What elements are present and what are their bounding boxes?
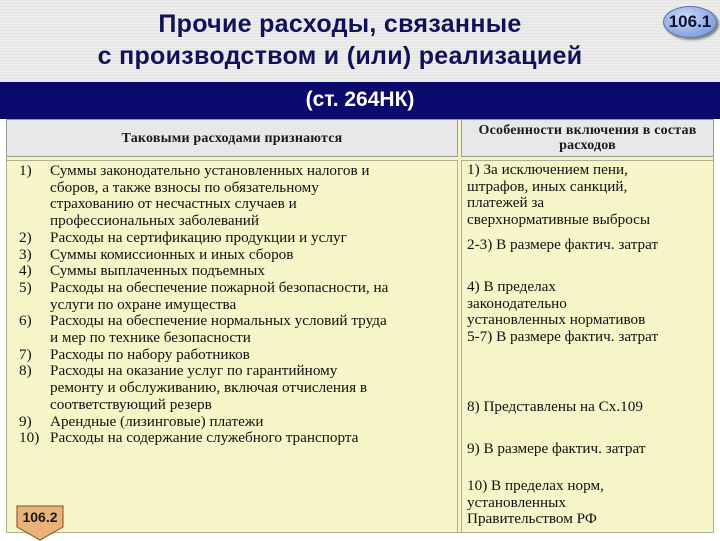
note-line: 5-7) В размере фактич. затрат bbox=[467, 328, 659, 346]
note-block bbox=[467, 162, 712, 229]
right-header-text: Особенности включения в состав расходов bbox=[478, 123, 697, 153]
list-item-text-line: профессиональных заболеваний bbox=[50, 212, 259, 230]
expenses-list bbox=[19, 163, 455, 447]
note-block bbox=[467, 237, 712, 254]
table-header-left bbox=[6, 119, 458, 157]
list-item bbox=[19, 347, 455, 364]
note-block bbox=[467, 279, 712, 346]
list-item-text-line: ремонту и обслуживанию, включая отчисления в bbox=[50, 379, 368, 397]
list-item-text-line: сборов, а также взносы по обязательному bbox=[50, 178, 319, 196]
title-line-1: Прочие расходы, связанные bbox=[158, 10, 522, 38]
note-line: законодательно bbox=[467, 294, 567, 312]
note-line: платежей за bbox=[467, 194, 545, 212]
list-item-text-line: Суммы комиссионных и иных сборов bbox=[50, 245, 294, 263]
list-item-number: 1) bbox=[19, 162, 32, 179]
left-header-text: Таковыми расходами признаются bbox=[121, 130, 343, 146]
note-line: 8) Представлены на Сх.109 bbox=[467, 398, 643, 415]
list-item-number: 2) bbox=[19, 228, 32, 246]
note-block bbox=[467, 478, 712, 528]
list-item-number: 4) bbox=[19, 262, 32, 280]
list-item-text-line: Расходы на обеспечение нормальных условий труда bbox=[50, 312, 387, 330]
list-item-number: 3) bbox=[19, 245, 32, 263]
note-line: 4) В пределах bbox=[467, 278, 557, 295]
note-line: Правительством РФ bbox=[467, 510, 597, 528]
list-item-text-line: Расходы на оказание услуг по гарантийному bbox=[50, 362, 338, 380]
next-slide-arrow-button[interactable] bbox=[16, 505, 64, 535]
list-item-text-line: услуги по охране имущества bbox=[50, 295, 237, 313]
list-item bbox=[19, 247, 455, 264]
list-item-text-line: Суммы законодательно установленных налогов и bbox=[50, 162, 370, 179]
note-block bbox=[467, 399, 712, 416]
list-item bbox=[19, 414, 455, 431]
list-item-text-line: Расходы на содержание служебного транспорта bbox=[50, 429, 359, 447]
list-item-number: 10) bbox=[19, 429, 40, 447]
note-line: 9) В размере фактич. затрат bbox=[467, 440, 646, 457]
list-item-text-line: Арендные (лизинговые) платежи bbox=[50, 412, 264, 430]
list-item-text-line: Расходы по набору работников bbox=[50, 345, 250, 363]
list-item-text-line: и мер по технике безопасности bbox=[50, 329, 251, 347]
list-item-text-line: страхованию от несчастных случаев и bbox=[50, 195, 297, 213]
list-item-text-line: Суммы выплаченных подъемных bbox=[50, 262, 265, 280]
list-item-text-line: соответствующий резерв bbox=[50, 395, 212, 413]
slide-number-badge[interactable]: 106.1 bbox=[663, 6, 717, 38]
table-header-right bbox=[461, 119, 714, 157]
note-line: штрафов, иных санкций, bbox=[467, 177, 628, 195]
note-line: установленных bbox=[467, 493, 566, 511]
list-item bbox=[19, 263, 455, 280]
note-line: 10) В пределах норм, bbox=[467, 477, 604, 494]
next-slide-label: 106.2 bbox=[22, 509, 58, 525]
list-item bbox=[19, 363, 455, 413]
list-item-text-line: Расходы на обеспечение пожарной безопасности, на bbox=[50, 278, 389, 296]
list-item-number: 6) bbox=[19, 312, 32, 330]
list-item bbox=[19, 313, 455, 346]
list-item-number: 9) bbox=[19, 412, 32, 430]
list-item-number: 5) bbox=[19, 278, 32, 296]
note-line: 2-3) В размере фактич. затрат bbox=[467, 236, 659, 253]
list-item bbox=[19, 163, 455, 230]
list-item-number: 7) bbox=[19, 345, 32, 363]
note-line: установленных нормативов bbox=[467, 311, 646, 329]
page-title bbox=[30, 8, 650, 72]
expenses-column bbox=[6, 160, 458, 533]
list-item bbox=[19, 430, 455, 447]
subtitle-article: (ст. 264НК) bbox=[305, 88, 415, 111]
note-block bbox=[467, 441, 712, 458]
note-line: сверхнормативные выбросы bbox=[467, 211, 651, 229]
title-line-2: с производством и (или) реализацией bbox=[97, 42, 583, 70]
list-item-text-line: Расходы на сертификацию продукции и услуг bbox=[50, 228, 347, 246]
list-item bbox=[19, 230, 455, 247]
list-item bbox=[19, 280, 455, 313]
note-line: 1) За исключением пени, bbox=[467, 161, 628, 178]
list-item-number: 8) bbox=[19, 362, 32, 380]
